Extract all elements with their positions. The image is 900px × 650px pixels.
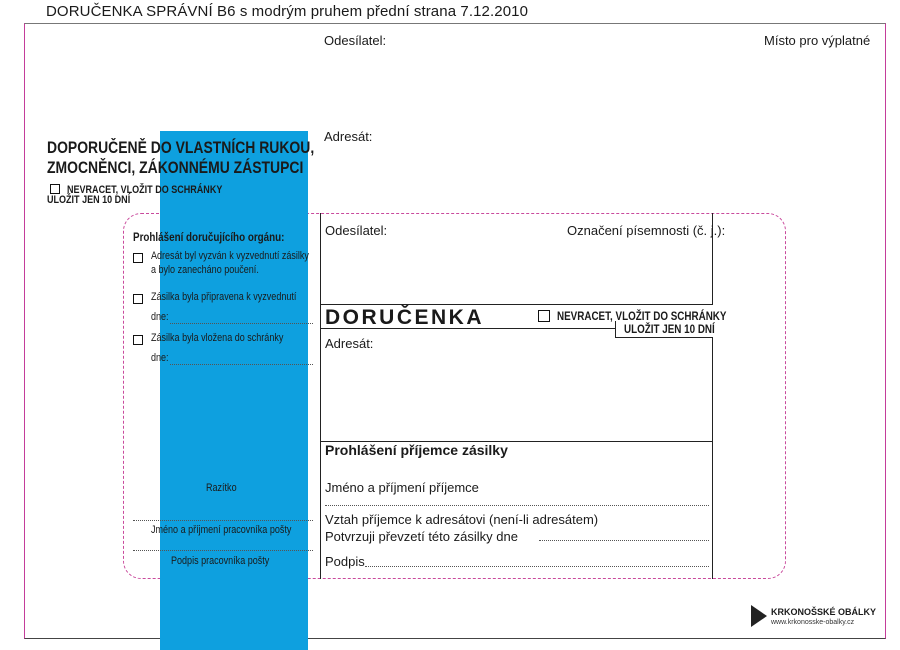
delivery-type-heading <box>47 138 314 178</box>
recipient-name-field[interactable] <box>325 505 709 506</box>
worker-name-line[interactable] <box>133 520 313 521</box>
confirm-date-label: Potvrzuji převzetí této zásilky dne <box>325 529 518 544</box>
recipient-declaration-title: Prohlášení příjemce zásilky <box>325 442 508 458</box>
signature-label: Podpis <box>325 554 365 569</box>
option2-date-label: dne: <box>151 311 169 323</box>
relation-label: Vztah příjemce k adresátovi (není-li adresátem) <box>325 512 599 527</box>
blue-stripe <box>160 131 308 650</box>
worker-signature-label: Podpis pracovníka pošty <box>171 555 270 567</box>
receipt-notch-bottom <box>615 337 713 338</box>
option3-checkbox[interactable] <box>133 331 143 349</box>
front-store-label: ULOŽIT JEN 10 DNÍ <box>47 194 131 206</box>
receipt-left-border <box>320 213 321 579</box>
option3-date-field[interactable] <box>170 364 313 365</box>
reference-number-label: Označení písemnosti (č. j.): <box>567 223 726 238</box>
recipient-name-label: Jméno a příjmení příjemce <box>325 480 479 495</box>
organ-declaration-title: Prohlášení doručujícího orgánu: <box>133 230 285 244</box>
postage-area-label: Místo pro výplatné <box>764 33 871 48</box>
option2-text: Zásilka byla připravena k vyzvednutí <box>151 291 297 303</box>
option1-checkbox[interactable] <box>133 249 143 267</box>
receipt-no-return-label: NEVRACET, VLOŽIT DO SCHRÁNKY <box>557 309 727 323</box>
delivery-heading-line1: DOPORUČENĚ DO VLASTNÍCH RUKOU, <box>47 138 315 157</box>
receipt-title: DORUČENKA <box>325 306 484 329</box>
sender-label: Odesílatel: <box>324 33 387 48</box>
option2-checkbox[interactable] <box>133 290 143 308</box>
receipt-sender-label: Odesílatel: <box>325 223 388 238</box>
option1-text-line1: Adresát byl vyzván k vyzvednutí zásilky <box>151 250 309 262</box>
option2-date-field[interactable] <box>170 323 313 324</box>
receipt-addressee-label: Adresát: <box>325 336 374 351</box>
option3-text: Zásilka byla vložena do schránky <box>151 332 284 344</box>
worker-name-label: Jméno a příjmení pracovníka pošty <box>151 524 292 536</box>
receipt-no-return-checkbox[interactable] <box>538 310 550 322</box>
logo-url: www.krkonosske-obalky.cz <box>771 619 855 626</box>
addressee-label: Adresát: <box>324 129 373 144</box>
confirm-date-field[interactable] <box>539 540 709 541</box>
receipt-store-label: ULOŽIT JEN 10 DNÍ <box>624 322 715 336</box>
receipt-divider-top <box>320 304 713 305</box>
page-title: DORUČENKA SPRÁVNÍ B6 s modrým pruhem přední strana 7.12.2010 <box>46 3 529 20</box>
front-no-return-label: NEVRACET, VLOŽIT DO SCHRÁNKY <box>67 184 223 196</box>
option3-date-label: dne: <box>151 352 169 364</box>
no-return-checkbox[interactable] <box>50 184 60 194</box>
worker-signature-line[interactable] <box>133 550 313 551</box>
delivery-heading-line2: ZMOCNĚNCI, ZÁKONNÉMU ZÁSTUPCI <box>47 158 304 177</box>
stamp-label: Razítko <box>206 482 237 494</box>
krkonosske-logo-mark <box>751 605 767 632</box>
signature-field[interactable] <box>365 566 709 567</box>
option1-text-line2: a bylo zanecháno poučení. <box>151 264 259 276</box>
receipt-right-border-bottom <box>712 338 713 579</box>
logo-name: KRKONOŠSKÉ OBÁLKY <box>771 607 877 617</box>
